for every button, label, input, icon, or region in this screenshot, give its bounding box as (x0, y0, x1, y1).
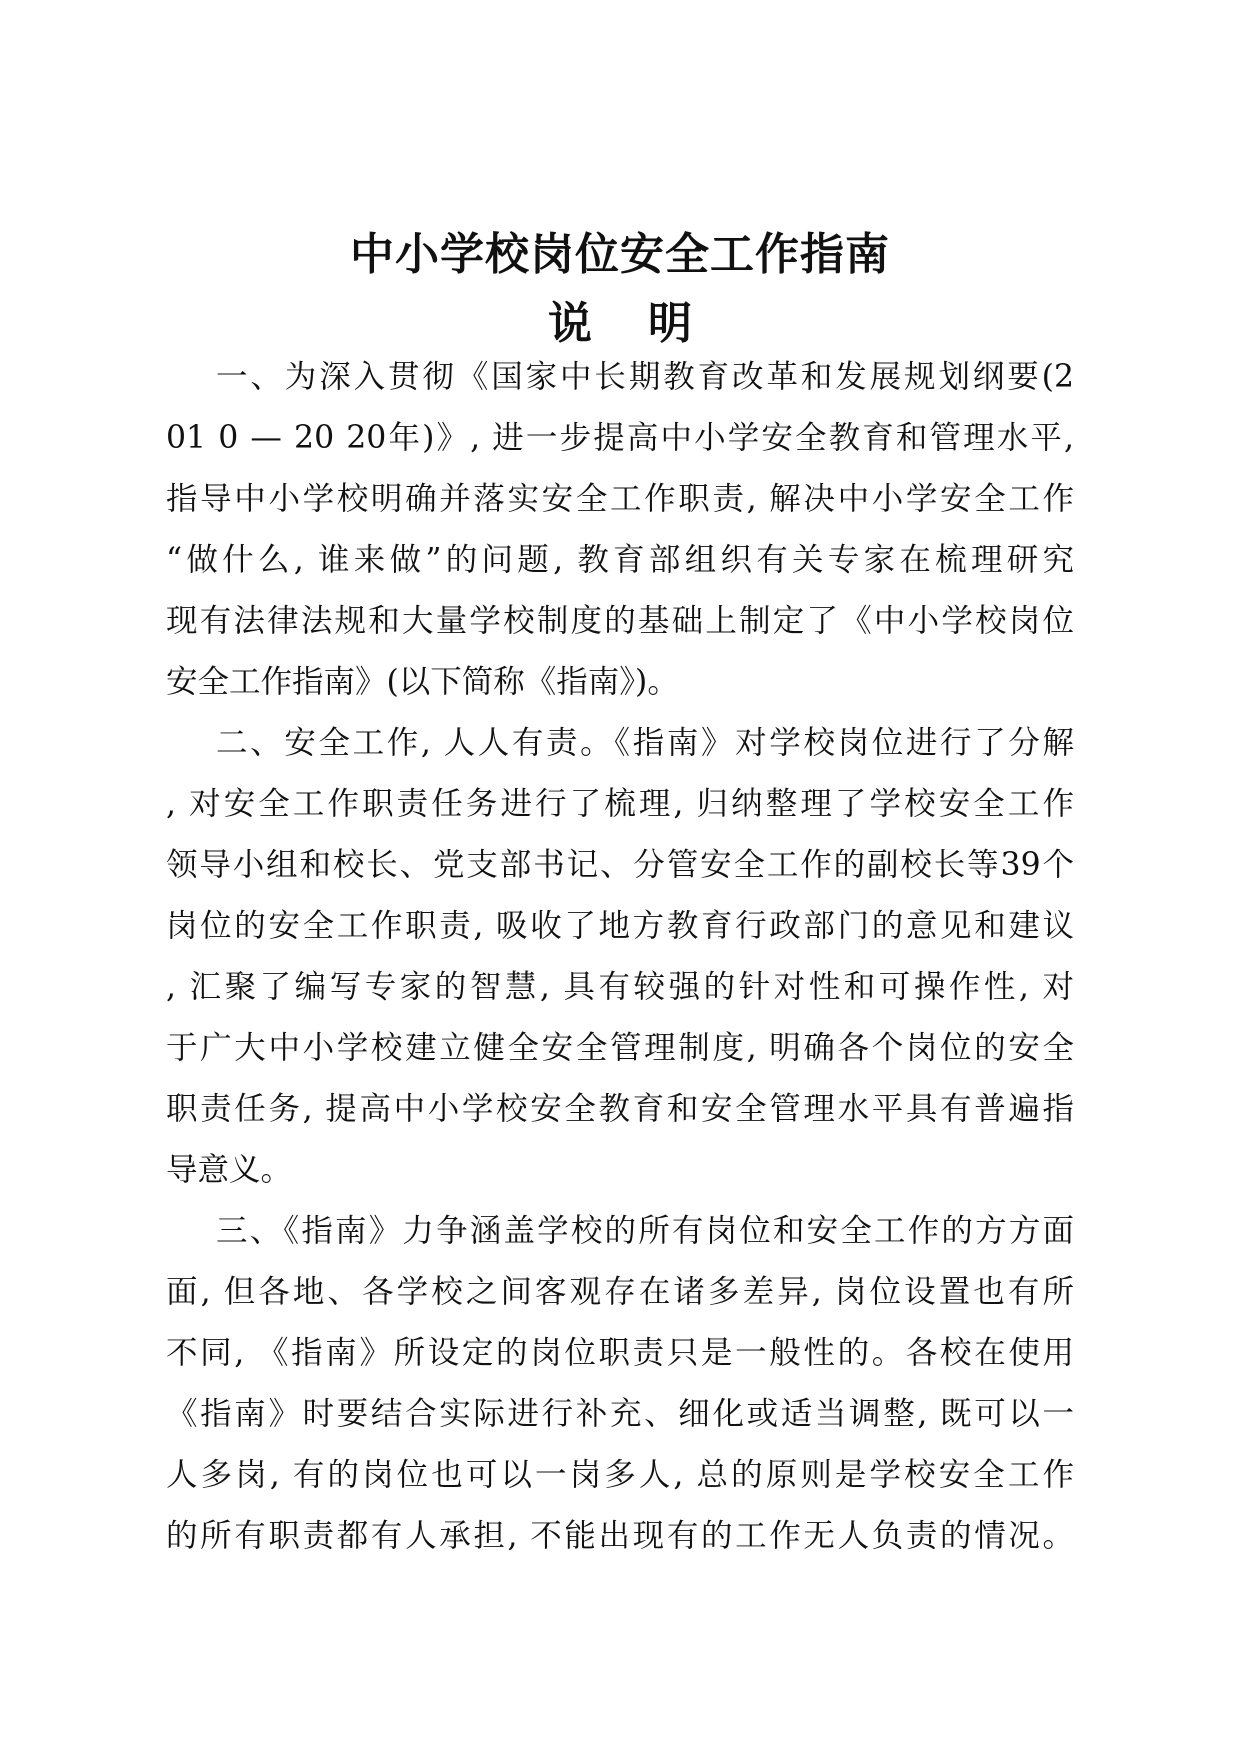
document-body (166, 347, 1074, 1567)
body-line: 职责任务, 提高中小学校安全教育和安全管理水平具有普遍指 (166, 1091, 1074, 1127)
body-line: “做什么, 谁来做”的问题, 教育部组织有关专家在梳理研究 (166, 542, 1074, 578)
body-line: 领导小组和校长、党支部书记、分管安全工作的副校长等39个 (166, 847, 1074, 883)
subtitle-part-2: 明 (648, 298, 692, 349)
body-line: 指导中小学校明确并落实安全工作职责, 解决中小学安全工作 (166, 481, 1074, 517)
document-subtitle (0, 287, 1240, 351)
body-line: 岗位的安全工作职责, 吸收了地方教育行政部门的意见和建议 (166, 908, 1074, 944)
body-line: 二、安全工作, 人人有责。《指南》对学校岗位进行了分解 (216, 725, 1074, 761)
subtitle-part-1: 说 (548, 298, 592, 349)
body-line: 导意义。 (166, 1152, 293, 1188)
document-title: 中小学校岗位安全工作指南 (350, 229, 890, 280)
body-line: 于广大中小学校建立健全安全管理制度, 明确各个岗位的安全 (166, 1030, 1074, 1066)
body-line: 不同, 《指南》所设定的岗位职责只是一般性的。各校在使用 (166, 1335, 1074, 1371)
body-line: 一、为深入贯彻《国家中长期教育改革和发展规划纲要(2 (216, 359, 1074, 395)
body-line: 面, 但各地、各学校之间客观存在诸多差异, 岗位设置也有所 (166, 1274, 1074, 1310)
body-line: , 汇聚了编写专家的智慧, 具有较强的针对性和可操作性, 对 (166, 969, 1074, 1005)
body-line: 现有法律法规和大量学校制度的基础上制定了《中小学校岗位 (166, 603, 1074, 639)
body-line: 安全工作指南》(以下简称《指南》)。 (166, 664, 679, 700)
body-line: 人多岗, 有的岗位也可以一岗多人, 总的原则是学校安全工作 (166, 1457, 1074, 1493)
body-line: 三、《指南》力争涵盖学校的所有岗位和安全工作的方方面 (216, 1213, 1074, 1249)
body-line: 《指南》时要结合实际进行补充、细化或适当调整, 既可以一 (166, 1396, 1074, 1432)
body-line: 01 0 — 20 20年)》, 进一步提高中小学安全教育和管理水平, (166, 420, 1074, 456)
body-line: 的所有职责都有人承担, 不能出现有的工作无人负责的情况。 (166, 1518, 1074, 1554)
body-line: , 对安全工作职责任务进行了梳理, 归纳整理了学校安全工作 (166, 786, 1074, 822)
